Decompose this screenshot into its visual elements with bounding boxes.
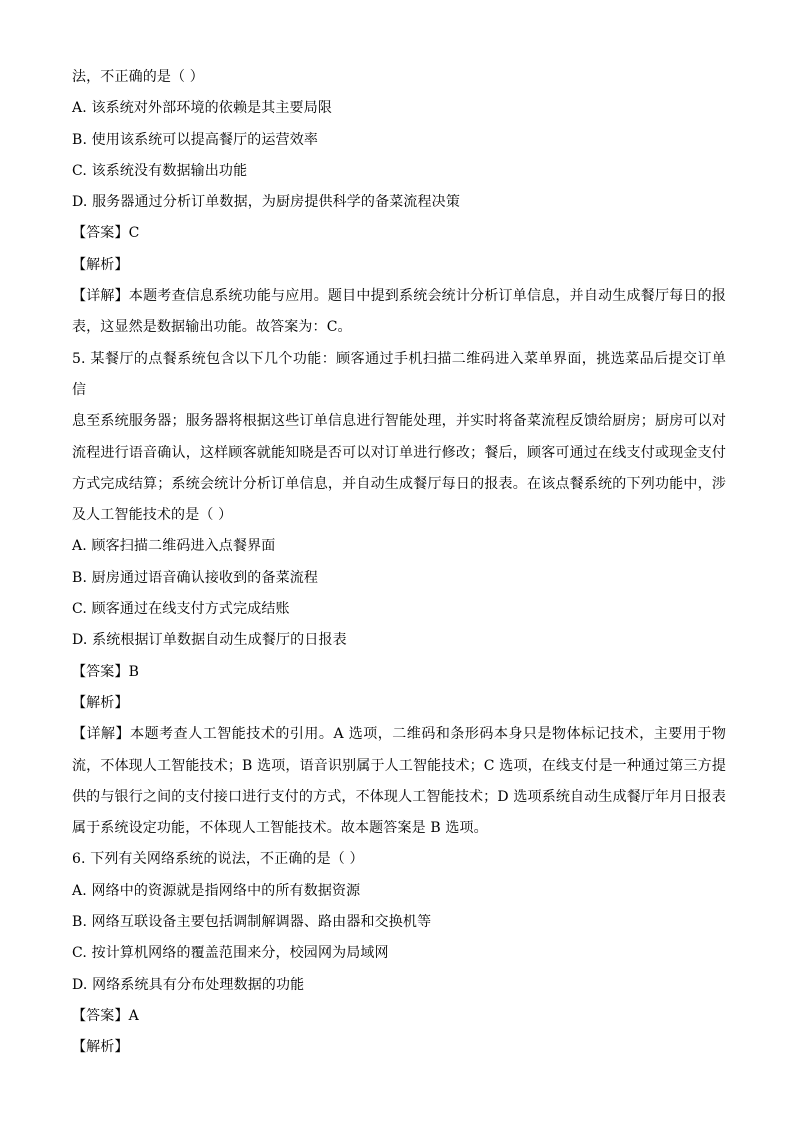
q5-stem-line-4: 方式完成结算；系统会统计分析订单信息，并自动生成餐厅每日的报表。在该点餐系统的下列功能中，涉 (72, 475, 726, 492)
q5-option-d: D. 系统根据订单数据自动生成餐厅的日报表 (72, 632, 347, 649)
q5-detail-line-1: 【详解】本题考查人工智能技术的引用。A 选项，二维码和条形码本身只是物体标记技术，主要用于物 (72, 726, 726, 743)
q5-detail-line-4: 属于系统设定功能，不体现人工智能技术。故本题答案是 B 选项。 (72, 820, 488, 837)
document-content (72, 62, 726, 1064)
q5-answer: 【答案】B (72, 663, 140, 680)
q6-option-a: A. 网络中的资源就是指网络中的所有数据资源 (72, 882, 361, 899)
q4-option-d: D. 服务器通过分析订单数据，为厨房提供科学的备菜流程决策 (72, 194, 460, 211)
q5-option-a: A. 顾客扫描二维码进入点餐界面 (72, 538, 276, 555)
q5-stem-line-2: 息至系统服务器；服务器将根据这些订单信息进行智能处理，并实时将备菜流程反馈给厨房；厨房可以对 (72, 413, 726, 430)
q6-option-d: D. 网络系统具有分布处理数据的功能 (72, 976, 305, 993)
q4-option-c: C. 该系统没有数据输出功能 (72, 162, 248, 179)
q6-option-c: C. 按计算机网络的覆盖范围来分，校园网为局域网 (72, 945, 389, 962)
q6-option-b: B. 网络互联设备主要包括调制解调器、路由器和交换机等 (72, 914, 432, 931)
q6-stem: 6. 下列有关网络系统的说法，不正确的是（ ） (72, 851, 364, 868)
q5-option-c: C. 顾客通过在线支付方式完成结账 (72, 601, 290, 618)
q6-answer: 【答案】A (72, 1007, 139, 1024)
q4-option-b: B. 使用该系统可以提高餐厅的运营效率 (72, 131, 319, 148)
q5-detail-line-2: 流，不体现人工智能技术；B 选项，语音识别属于人工智能技术；C 选项，在线支付是一种通过第三方提 (72, 757, 726, 774)
q5-stem-line-5: 及人工智能技术的是（ ） (72, 507, 233, 524)
q4-option-a: A. 该系统对外部环境的依赖是其主要局限 (72, 100, 333, 117)
q5-option-b: B. 厨房通过语音确认接收到的备菜流程 (72, 569, 319, 586)
q6-analysis-label: 【解析】 (72, 1039, 129, 1056)
q5-stem-line-3: 流程进行语音确认，这样顾客就能知晓是否可以对订单进行修改；餐后，顾客可通过在线支付或现金支付 (72, 444, 726, 461)
q5-detail-line-3: 供的与银行之间的支付接口进行支付的方式，不体现人工智能技术；D 选项系统自动生成餐厅年月日报表 (72, 788, 726, 805)
q4-answer: 【答案】C (72, 225, 140, 242)
q4-detail-line-1: 【详解】本题考查信息系统功能与应用。题目中提到系统会统计分析订单信息，并自动生成餐厅每日的报 (72, 288, 726, 305)
q4-stem-tail: 法，不正确的是（ ） (72, 69, 204, 85)
q4-detail-line-2: 表，这显然是数据输出功能。故答案为：C。 (72, 319, 352, 336)
q5-stem-line-1: 5. 某餐厅的点餐系统包含以下几个功能：顾客通过手机扫描二维码进入菜单界面，挑选菜品后提交订单信 (72, 350, 726, 398)
q4-analysis-label: 【解析】 (72, 256, 129, 273)
q5-analysis-label: 【解析】 (72, 694, 129, 711)
